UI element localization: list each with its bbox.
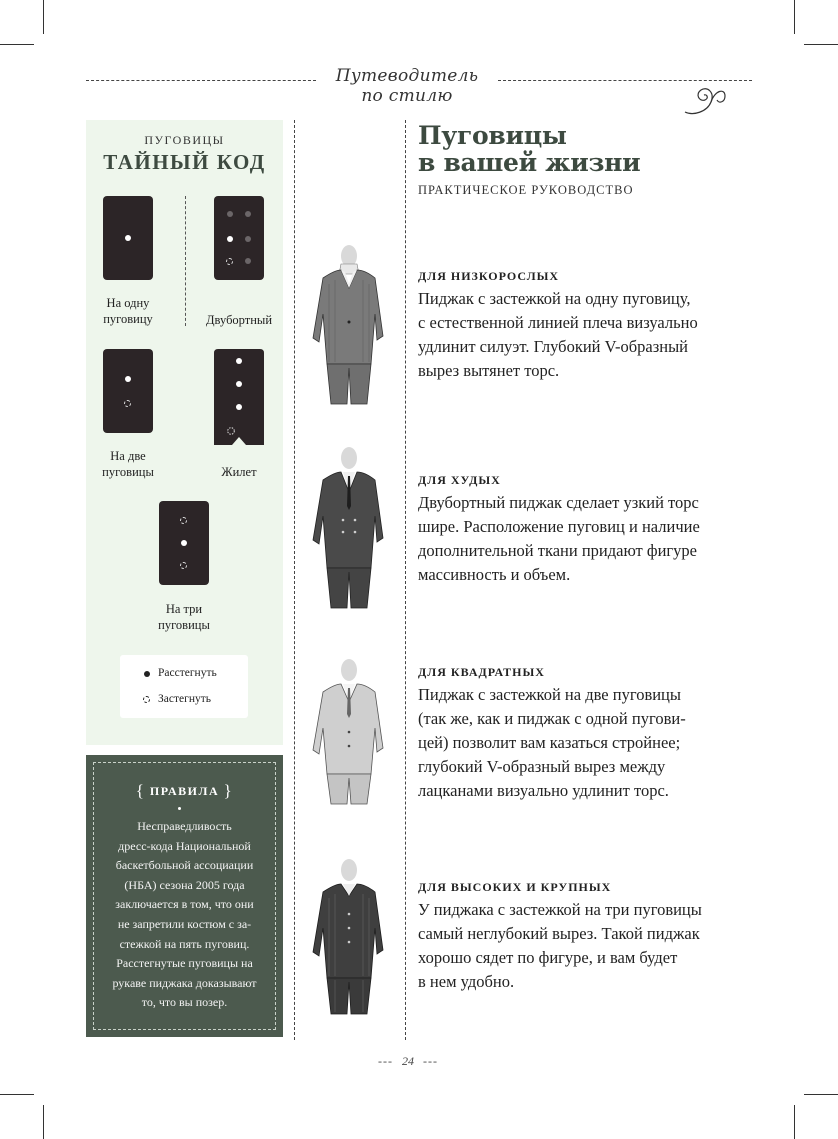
buttoned-dot bbox=[226, 258, 233, 265]
section-heading: ДЛЯ КВАДРАТНЫХ bbox=[418, 665, 545, 679]
rules-box bbox=[86, 755, 283, 1037]
crop-mark bbox=[804, 44, 838, 45]
panel-divider bbox=[185, 196, 186, 326]
three-button-suit-illustration bbox=[305, 858, 390, 1016]
page-number: --- 24 --- bbox=[378, 1054, 438, 1068]
panel-title: ТАЙНЫЙ КОД bbox=[103, 150, 266, 174]
section-body: Двубортный пиджак сделает узкий торс шире. Расположение пуговиц и наличие дополнительной ткани придают фигуре массивность и объем. bbox=[418, 493, 700, 584]
article-title: Пуговицы в вашей жизни bbox=[418, 121, 641, 177]
single-button-caption: На одну пуговицу bbox=[103, 296, 153, 326]
vest-caption: Жилет bbox=[221, 465, 257, 479]
two-button-caption: На две пуговицы bbox=[102, 449, 154, 479]
buttoned-dot bbox=[180, 517, 187, 524]
single-button-suit-illustration bbox=[305, 244, 390, 406]
decorative-dot bbox=[227, 211, 233, 217]
buttoned-dot bbox=[180, 562, 187, 569]
double-breasted-card bbox=[214, 196, 264, 280]
legend-buttoned: Застегнуть bbox=[158, 693, 211, 705]
panel-subtitle: ПУГОВИЦЫ bbox=[144, 133, 225, 147]
buttoned-dot bbox=[124, 400, 131, 407]
decorative-dot bbox=[245, 211, 251, 217]
crop-mark bbox=[804, 1094, 838, 1095]
crop-mark bbox=[43, 0, 44, 34]
crop-mark bbox=[0, 1094, 34, 1095]
three-button-card bbox=[159, 501, 209, 585]
legend bbox=[120, 655, 248, 718]
unbuttoned-dot bbox=[125, 235, 131, 241]
section-body: Пиджак с застежкой на одну пуговицу, с естественной линией плеча визуально удлинит силуэт. Глубокий V-образный вырез вытянет торс. bbox=[418, 289, 698, 380]
two-button-suit-illustration bbox=[305, 658, 390, 806]
unbuttoned-dot bbox=[125, 376, 131, 382]
vest-card bbox=[214, 349, 264, 449]
running-title: Путеводитель по стилю bbox=[335, 66, 479, 106]
rules-text: Несправедливость дресс-кода Национальной баскетбольной ассоциации (НБА) сезона 2005 года заключается в том, что они не запретили костюм с за- стежкой на пять пуговиц. Расстегнутые пуговицы на рукаве пиджака доказывают то, что вы позер. bbox=[112, 819, 257, 1010]
header-rule-right bbox=[498, 80, 752, 81]
bullet-icon bbox=[178, 807, 181, 810]
decorative-dot bbox=[245, 236, 251, 242]
unbuttoned-dot bbox=[181, 540, 187, 546]
article-subtitle: ПРАКТИЧЕСКОЕ РУКОВОДСТВО bbox=[418, 183, 634, 197]
three-button-caption: На три пуговицы bbox=[158, 602, 210, 632]
unbuttoned-dot bbox=[227, 236, 233, 242]
single-button-card bbox=[103, 196, 153, 280]
column-divider-left bbox=[294, 120, 295, 1040]
section-body: Пиджак с застежкой на две пуговицы (так же, как и пиджак с одной пугови- цей) позволит вам казаться стройнее; глубокий V-образный вырез между лацканами визуально удлинит торс. bbox=[418, 685, 686, 800]
section-heading: ДЛЯ НИЗКОРОСЛЫХ bbox=[418, 269, 560, 283]
filled-dot-icon bbox=[144, 671, 150, 677]
dashed-dot-icon bbox=[143, 696, 150, 703]
crop-mark bbox=[794, 0, 795, 34]
section-heading: ДЛЯ ВЫСОКИХ И КРУПНЫХ bbox=[418, 880, 612, 894]
legend-unbuttoned: Расстегнуть bbox=[158, 667, 217, 679]
ornament-swirl-icon bbox=[683, 82, 727, 118]
double-breasted-caption: Двубортный bbox=[205, 313, 273, 327]
crop-mark bbox=[43, 1105, 44, 1139]
column-divider-right bbox=[405, 120, 406, 1040]
double-breasted-suit-illustration bbox=[305, 446, 390, 610]
rules-heading: { ПРАВИЛА } bbox=[135, 781, 234, 800]
crop-mark bbox=[0, 44, 34, 45]
decorative-dot bbox=[245, 258, 251, 264]
section-heading: ДЛЯ ХУДЫХ bbox=[418, 473, 501, 487]
two-button-card bbox=[103, 349, 153, 433]
crop-mark bbox=[794, 1105, 795, 1139]
header-rule-left bbox=[86, 80, 316, 81]
section-body: У пиджака с застежкой на три пуговицы самый неглубокий вырез. Такой пиджак хорошо сядет по фигуре, и вам будет в нем удобно. bbox=[418, 900, 702, 991]
